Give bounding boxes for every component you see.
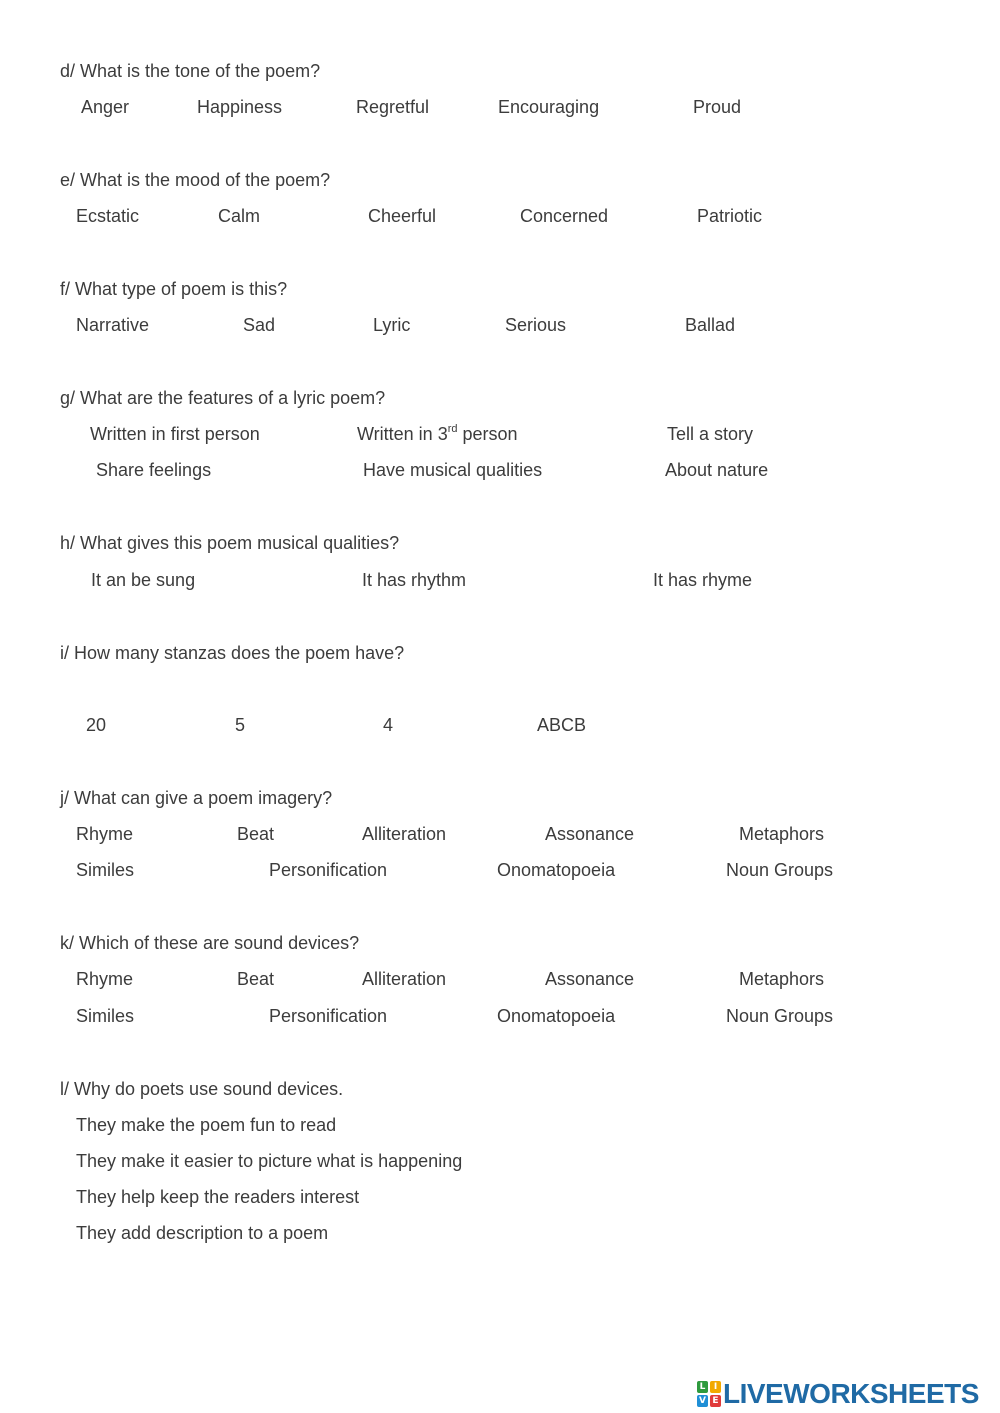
answer-option[interactable]: Cheerful [368, 206, 437, 226]
question-h-prompt: h/ What gives this poem musical qualities? [60, 533, 400, 553]
question-i-prompt: i/ How many stanzas does the poem have? [60, 643, 405, 663]
answer-option[interactable]: Patriotic [697, 206, 763, 226]
question-f-prompt: f/ What type of poem is this? [60, 279, 288, 299]
answer-option[interactable]: Similes [76, 860, 135, 880]
answer-option[interactable]: Ballad [685, 315, 736, 335]
answer-option[interactable]: It has rhyme [653, 570, 753, 590]
answer-option[interactable]: Alliteration [362, 969, 447, 989]
answer-option[interactable]: It an be sung [91, 570, 196, 590]
answer-option[interactable]: Regretful [356, 97, 430, 117]
answer-option[interactable]: They help keep the readers interest [76, 1187, 360, 1207]
answer-option[interactable]: Happiness [197, 97, 283, 117]
answer-option[interactable]: Assonance [545, 969, 635, 989]
ordinal-suffix: rd [447, 423, 458, 435]
answer-option[interactable]: 4 [383, 715, 394, 735]
answer-option[interactable]: Sad [243, 315, 276, 335]
answer-option[interactable]: Alliteration [362, 824, 447, 844]
answer-option[interactable]: About nature [665, 460, 769, 480]
answer-option[interactable]: Rhyme [76, 824, 134, 844]
answer-option[interactable]: Ecstatic [76, 206, 140, 226]
question-j-prompt: j/ What can give a poem imagery? [60, 788, 333, 808]
answer-option[interactable]: It has rhythm [362, 570, 467, 590]
answer-option[interactable]: Lyric [373, 315, 411, 335]
answer-option[interactable]: Rhyme [76, 969, 134, 989]
question-e-prompt: e/ What is the mood of the poem? [60, 170, 331, 190]
answer-option[interactable]: Tell a story [667, 424, 754, 444]
answer-option[interactable]: Written in first person [90, 424, 260, 444]
answer-option[interactable]: Personification [269, 860, 388, 880]
liveworksheets-icon [697, 1381, 721, 1407]
answer-option[interactable]: 5 [235, 715, 246, 735]
answer-option[interactable]: They make the poem fun to read [76, 1115, 337, 1135]
logo-tile: L [697, 1381, 708, 1393]
answer-option[interactable]: Share feelings [96, 460, 212, 480]
logo-tile: E [710, 1395, 721, 1407]
answer-option[interactable]: Personification [269, 1006, 388, 1026]
answer-option[interactable]: Noun Groups [726, 860, 834, 880]
answer-option[interactable]: They add description to a poem [76, 1223, 329, 1243]
answer-option[interactable] [357, 423, 518, 445]
question-d-prompt: d/ What is the tone of the poem? [60, 61, 321, 81]
question-l-prompt: l/ Why do poets use sound devices. [60, 1079, 344, 1099]
answer-option[interactable]: They make it easier to picture what is happening [76, 1151, 463, 1171]
logo-tile: I [710, 1381, 721, 1393]
answer-option[interactable]: Metaphors [739, 824, 825, 844]
question-k-prompt: k/ Which of these are sound devices? [60, 933, 360, 953]
answer-option[interactable]: Narrative [76, 315, 150, 335]
answer-option[interactable]: Concerned [520, 206, 609, 226]
answer-option[interactable]: Calm [218, 206, 261, 226]
answer-option[interactable]: 20 [86, 715, 107, 735]
answer-option[interactable]: Onomatopoeia [497, 1006, 616, 1026]
answer-option-text: Written in 3 [357, 424, 448, 444]
answer-option[interactable]: Onomatopoeia [497, 860, 616, 880]
logo-tile: V [697, 1395, 708, 1407]
answer-option[interactable]: Noun Groups [726, 1006, 834, 1026]
answer-option[interactable]: Beat [237, 824, 275, 844]
answer-option[interactable]: Assonance [545, 824, 635, 844]
answer-option[interactable]: Serious [505, 315, 567, 335]
logo-text: LIVEWORKSHEETS [723, 1378, 979, 1409]
liveworksheets-logo [697, 1379, 979, 1409]
answer-option[interactable]: Metaphors [739, 969, 825, 989]
answer-option[interactable]: Beat [237, 969, 275, 989]
answer-option[interactable]: Encouraging [498, 97, 600, 117]
answer-option[interactable]: Proud [693, 97, 742, 117]
answer-option[interactable]: Anger [81, 97, 130, 117]
answer-option[interactable]: Have musical qualities [363, 460, 543, 480]
answer-option-text: person [457, 424, 518, 444]
answer-option[interactable]: Similes [76, 1006, 135, 1026]
answer-option[interactable]: ABCB [537, 715, 587, 735]
question-g-prompt: g/ What are the features of a lyric poem? [60, 388, 386, 408]
